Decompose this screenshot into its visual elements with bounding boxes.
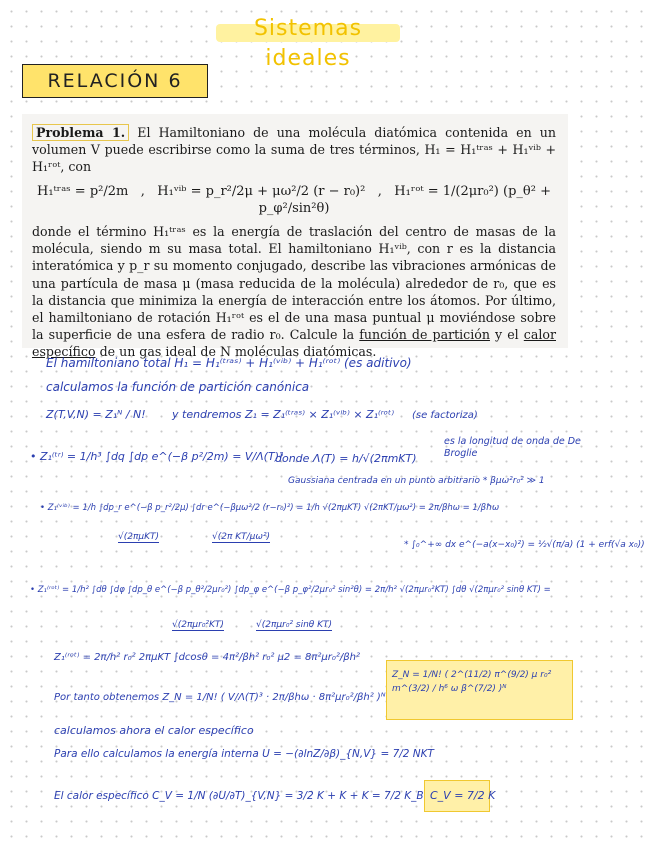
note-z-tras: • Z₁⁽ᵗʳ⁾ = 1/h³ ∫dq ∫dp e^(−β p²/2m) = V/Λ(T)³: [30, 450, 284, 463]
note-vib-integral1: √(2πμKT): [118, 532, 160, 542]
note-energia-interna: Para ello calculamos la energía interna U = −(∂lnZ/∂β)_{N,V} = 7/2 NKT: [54, 748, 434, 760]
note-hamiltoniano-total: El hamiltoniano total H₁ = H₁⁽ᵗʳᵃˢ⁾ + H₁⁽ᵛⁱᵇ⁾ + H₁⁽ʳᵒᵗ⁾ (es aditivo): [46, 356, 412, 370]
note-por-tanto: Por tanto obtenemos Z_N = 1/N! ( V/Λ(T)³ · 2π/βhω · 8π²μr₀²/βh² )ᴺ: [54, 692, 386, 703]
note-calor-especifico: calculamos ahora el calor específico: [54, 724, 254, 737]
note-rot-integral1: √(2πμr₀²KT): [172, 620, 224, 630]
eq-rot: H₁ʳᵒᵗ = 1/(2μr₀²) (p_θ² + p_φ²/sin²θ): [258, 183, 551, 216]
section-label: RELACIÓN 6: [22, 64, 208, 98]
note-zn-box: Z_N = 1/N! ( 2^(11/2) π^(9/2) μ r₀² m^(3/2) / h⁶ ω β^(7/2) )ᴺ: [392, 670, 552, 694]
note-calculamos: calculamos la función de partición canónica: [46, 380, 310, 394]
problem-end: de un gas ideal de N moléculas diatómicas.: [99, 344, 377, 360]
note-se-factoriza: (se factoriza): [412, 410, 478, 421]
page-title: Sistemas ideales: [216, 14, 400, 44]
link-calor-especifico: calor específico: [32, 327, 556, 360]
note-z-vib: • Z₁⁽ᵛⁱᵇ⁾ = 1/h ∫dp_r e^(−β p_r²/2μ) ∫dr e^(−βμω²/2 (r−r₀)²) = 1/h √(2πμKT) √(2πKT/μω²) = 2π/βhω = 1/βħω: [40, 503, 500, 513]
note-z-rot: • Z₁⁽ʳᵒᵗ⁾ = 1/h² ∫dθ ∫dφ ∫dp_θ e^(−β p_θ²/2μr₀²) ∫dp_φ e^(−β p_φ²/2μr₀² sin²θ) = 2π/h² √(2πμr₀²KT) ∫dθ √(2πμr₀² sinθ KT) =: [30, 585, 551, 595]
note-de-broglie: es la longitud de onda de De Broglie: [444, 436, 581, 459]
note-z-total: Z(T,V,N) = Z₁ᴺ / N!: [46, 408, 146, 421]
note-vib-integral2: √(2π KT/μω²): [212, 532, 271, 542]
hamiltonian-equations: H₁ᵗʳᵃˢ = p²/2m , H₁ᵛⁱᵇ = p_r²/2μ + μω²/2 (r − r₀)² , H₁ʳᵒᵗ = 1/(2μr₀²) (p_θ² + p_φ²/sin²θ): [37, 183, 551, 216]
problem-label: Problema 1.: [32, 124, 129, 141]
problem-mid: y el: [495, 327, 519, 343]
note-gauss-integral: * ∫₀^+∞ dx e^(−a(x−x₀)²) = ½√(π/a) (1 + erf(√a x₀)): [404, 540, 645, 550]
note-lambda: donde Λ(T) = h/√(2πmKT): [275, 452, 417, 465]
note-rot-integral2: √(2πμr₀² sinθ KT): [256, 620, 333, 630]
note-z-factor: y tendremos Z₁ = Z₁⁽ᵗʳᵃˢ⁾ × Z₁⁽ᵛⁱᵇ⁾ × Z₁⁽ʳᵒᵗ⁾: [172, 408, 395, 421]
note-z-rot-result: Z₁⁽ʳᵒᵗ⁾ = 2π/h² r₀² 2πμKT ∫dcosθ = 4π²/βh² r₀² μ2 = 8π²μr₀²/βh²: [54, 652, 361, 663]
note-cv-box: C_V = 7/2 K: [430, 789, 496, 802]
eq-tras: H₁ᵗʳᵃˢ = p²/2m: [37, 183, 129, 199]
note-gaussiana: Gaussiana centrada en un punto arbitrario * βμω²r₀² ≫ 1: [288, 476, 545, 486]
link-funcion-particion: función de partición: [359, 327, 490, 343]
problem-statement: [22, 114, 568, 360]
note-cv: El calor específico C_V = 1/N (∂U/∂T)_{V,N} = 3/2 K + K + K = 7/2 K_B: [54, 790, 424, 802]
problem-intro: El Hamiltoniano de una molécula diatómica contenida en un volumen V puede escribirse como la suma de tres términos, H₁ = H₁ᵗʳᵃˢ + H₁ᵛⁱᵇ + H₁ʳᵒᵗ, con: [32, 125, 557, 175]
eq-vib: H₁ᵛⁱᵇ = p_r²/2μ + μω²/2 (r − r₀)²: [157, 183, 366, 199]
problem-body: donde el término H₁ᵗʳᵃˢ es la energía de traslación del centro de masas de la molécula, siendo m su masa total. El hamiltoniano H₁ᵛⁱᵇ, con r es la distancia interatómica y p_r su momento conjugado, describe las vibraciones armónicas de una partícula de masa μ (masa reducida de la molécula) alrededor de r₀, que es la distancia que minimiza la energía de interacción entre los átomos. Por último, el hamiltoniano de rotación H₁ʳᵒᵗ es el de una masa puntual μ moviéndose sobre la superficie de una esfera de radio r₀. Calcule la: [32, 224, 556, 343]
